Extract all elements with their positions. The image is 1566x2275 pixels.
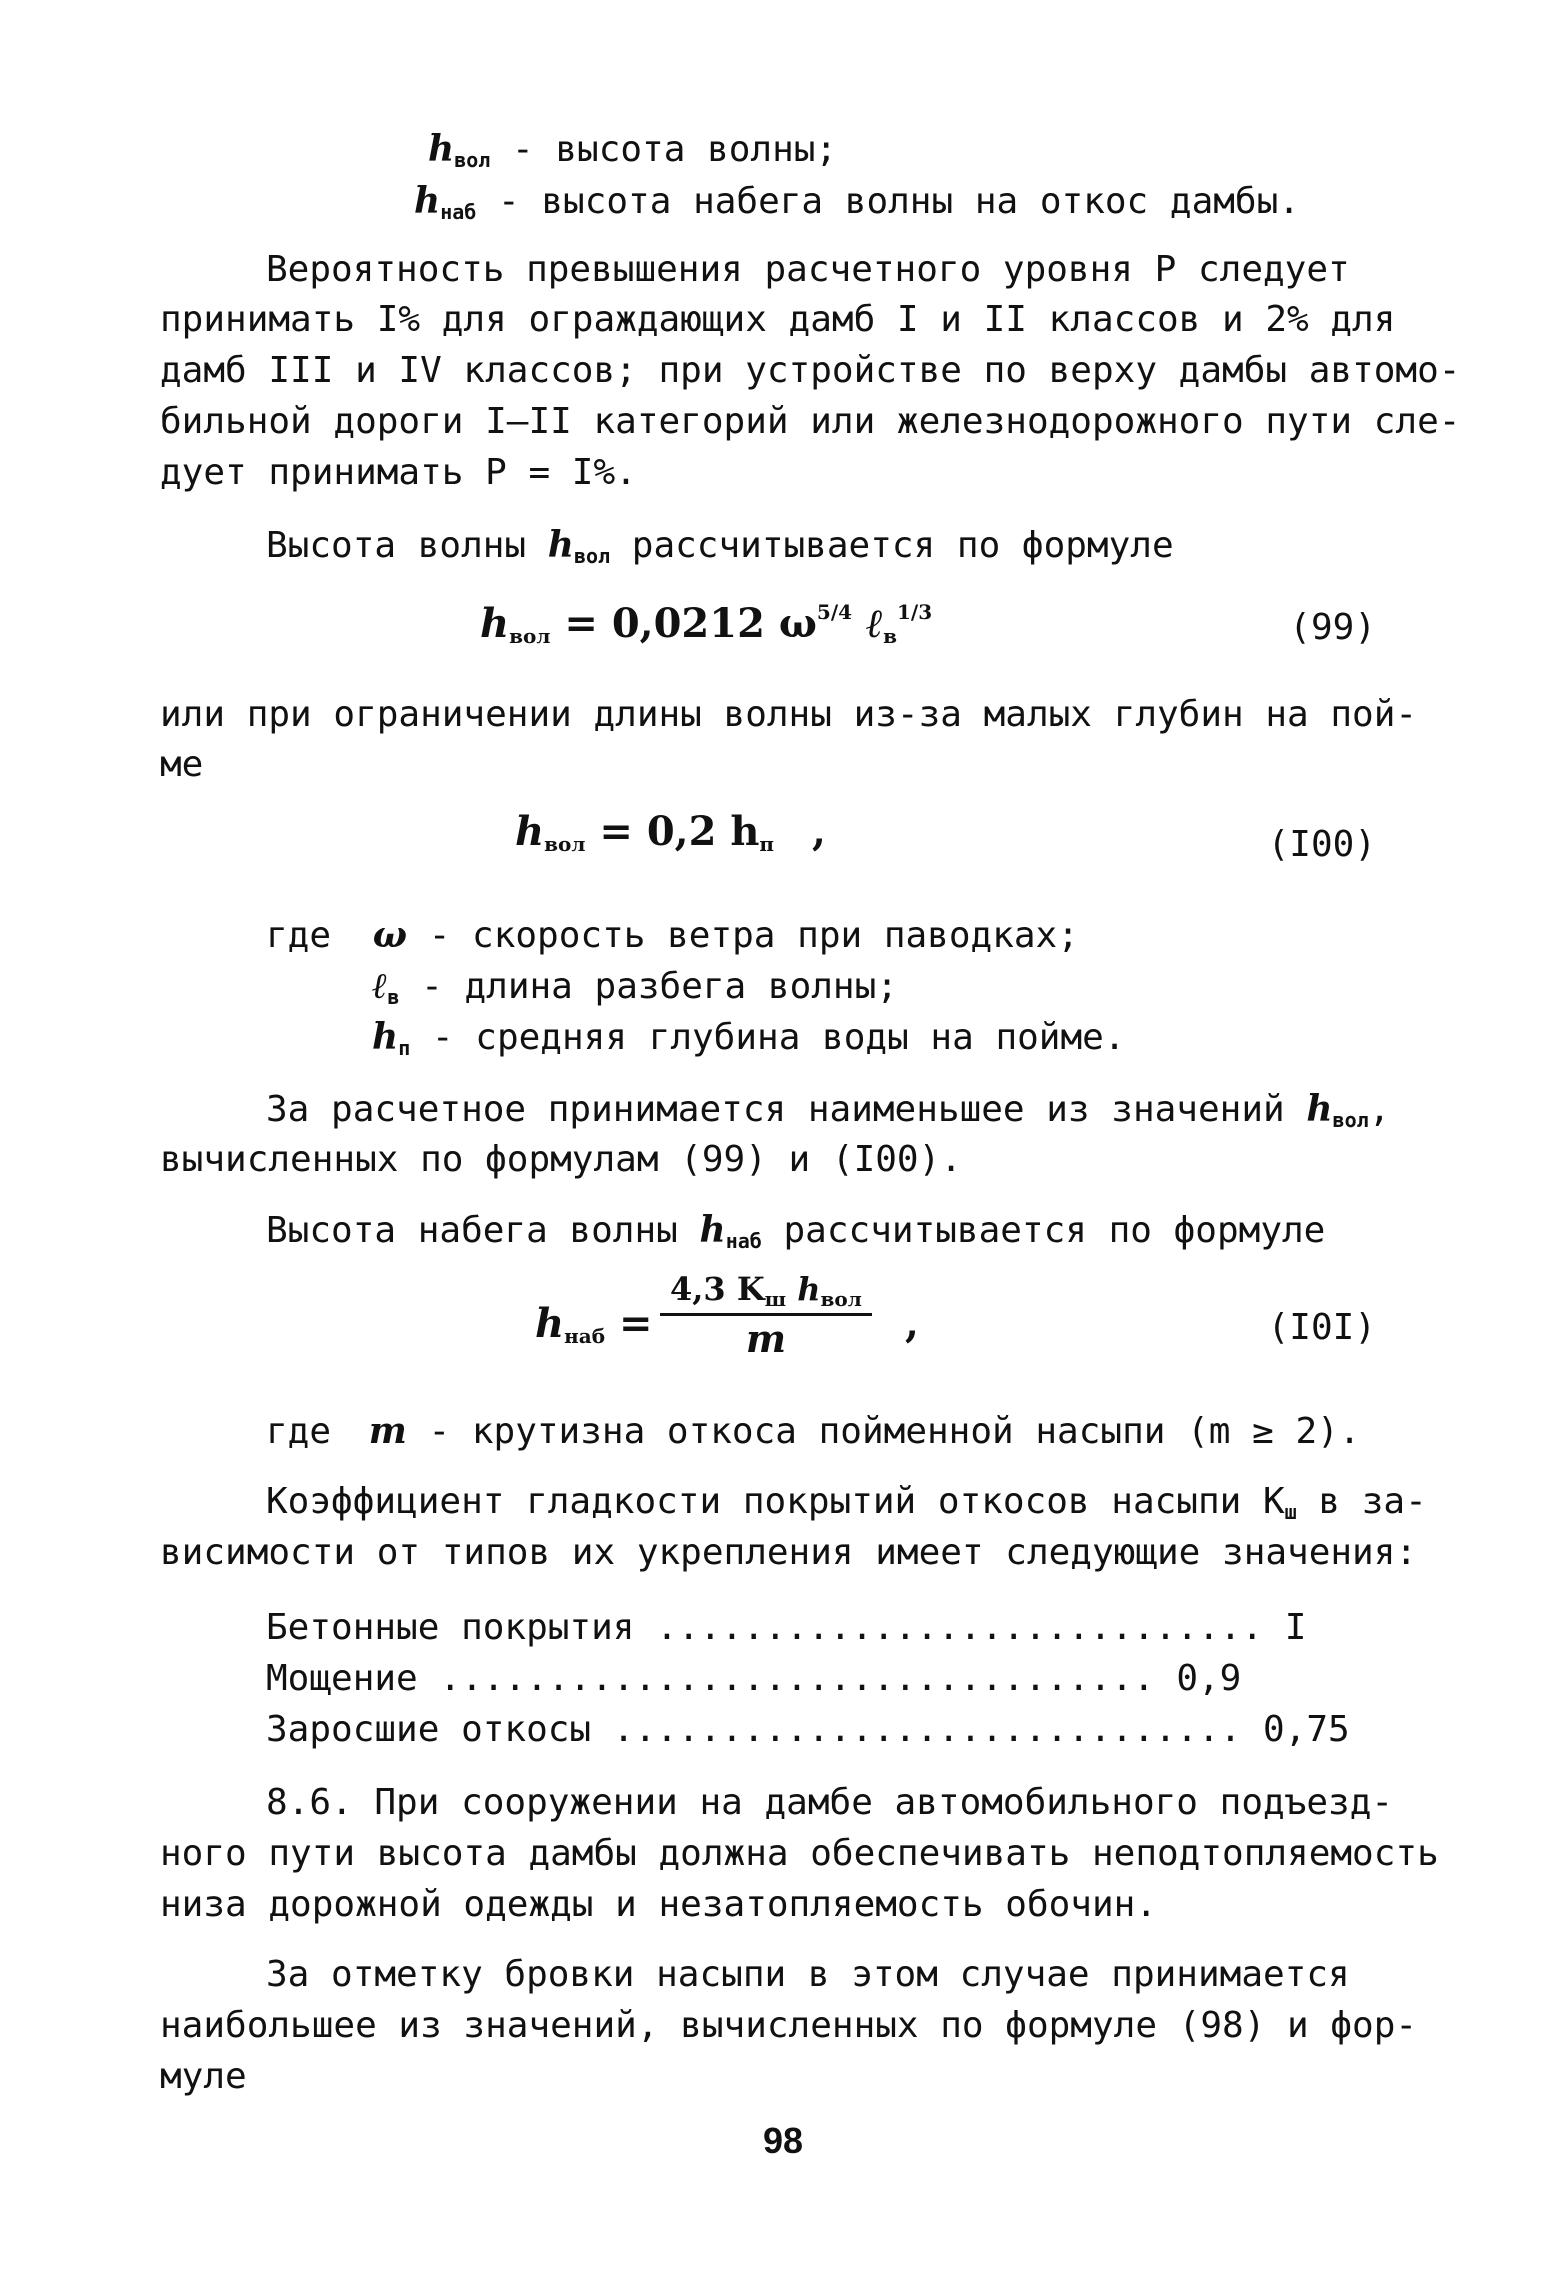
para1-line1: Вероятность превышения расчетного уровня P следует xyxy=(266,249,1350,290)
para1-line3: дамб III и IV классов; при устройстве по верху дамбы автомо- xyxy=(160,350,1461,391)
para3-line1: или при ограничении длины волны из-за малых глубин на пой- xyxy=(160,694,1418,735)
formula-100: $h_{вол} = 0,2$ $h_п$ , xyxy=(515,808,826,856)
para6-line2: висимости от типов их укрепления имеет следующие значения: xyxy=(160,1532,1418,1573)
para7-line1: 8.6. При сооружении на дамбе автомобильного подъезд- xyxy=(266,1782,1394,1823)
page-number: 98 xyxy=(762,2120,804,2161)
table-row: Бетонные покрытия ............................ I xyxy=(266,1607,1307,1648)
formula-101-fraction xyxy=(660,1270,872,1361)
para8-line3: муле xyxy=(160,2056,247,2097)
para7-line3: низа дорожной одежды и незатопляемость обочин. xyxy=(160,1884,1157,1925)
formula-99: $h_{вол} = 0,0212$ $\omega^{5/4}$ ℓ$_в^{1/3}$ xyxy=(480,600,933,648)
fraction-denominator: m xyxy=(745,1316,787,1361)
para4-line1: За расчетное принимается наименьшее из значений $h_{вол}$, xyxy=(266,1088,1391,1132)
para1-line2: принимать I% для ограждающих дамб I и II классов и 2% для xyxy=(160,299,1396,340)
formula-101-lhs: $h_{наб}$ = xyxy=(535,1300,653,1348)
para1-line5: дует принимать P = I%. xyxy=(160,452,637,493)
table-row: Мощение ................................. 0,9 xyxy=(266,1658,1242,1699)
where1-item3: $h_п$ - средняя глубина воды на пойме. xyxy=(372,1016,1126,1060)
para8-line1: За отметку бровки насыпи в этом случае принимается xyxy=(266,1954,1350,1995)
where1-item1: где ω - скорость ветра при паводках; xyxy=(266,914,1079,956)
fraction-numerator: 4,3 $K_ш$ $h_{вол}$ xyxy=(660,1270,872,1316)
para2: Высота волны $h_{вол}$ рассчитывается по формуле xyxy=(266,524,1174,568)
table-row: Заросшие откосы ............................. 0,75 xyxy=(266,1709,1350,1750)
para3-line2: ме xyxy=(160,744,204,785)
formula-101-trail: , xyxy=(905,1300,919,1347)
para1-line4: бильной дороги I–II категорий или железнодорожного пути сле- xyxy=(160,401,1461,442)
where1-item2: ℓ$_в$ - длина разбега волны; xyxy=(372,965,898,1009)
equation-number-99: (99) xyxy=(1289,607,1376,648)
para7-line2: ного пути высота дамбы должна обеспечивать неподтопляемость xyxy=(160,1833,1439,1874)
para5: Высота набега волны $h_{наб}$ рассчитывается по формуле xyxy=(266,1209,1326,1253)
where2: где m - крутизна откоса пойменной насыпи (m ≥ 2). xyxy=(266,1410,1361,1452)
para6-line1: Коэффициент гладкости покрытий откосов насыпи $K_ш$ в за- xyxy=(266,1481,1427,1524)
equation-number-101: (I0I) xyxy=(1267,1307,1376,1348)
def-wave-runup: $h_{наб}$ - высота набега волны на откос дамбы. xyxy=(414,180,1300,224)
def-wave-height: $h_{вол}$ - высота волны; xyxy=(428,128,838,172)
para4-line2: вычисленных по формулам (99) и (I00). xyxy=(160,1139,962,1180)
equation-number-100: (I00) xyxy=(1267,824,1376,865)
para8-line2: наибольшее из значений, вычисленных по формуле (98) и фор- xyxy=(160,2005,1418,2046)
